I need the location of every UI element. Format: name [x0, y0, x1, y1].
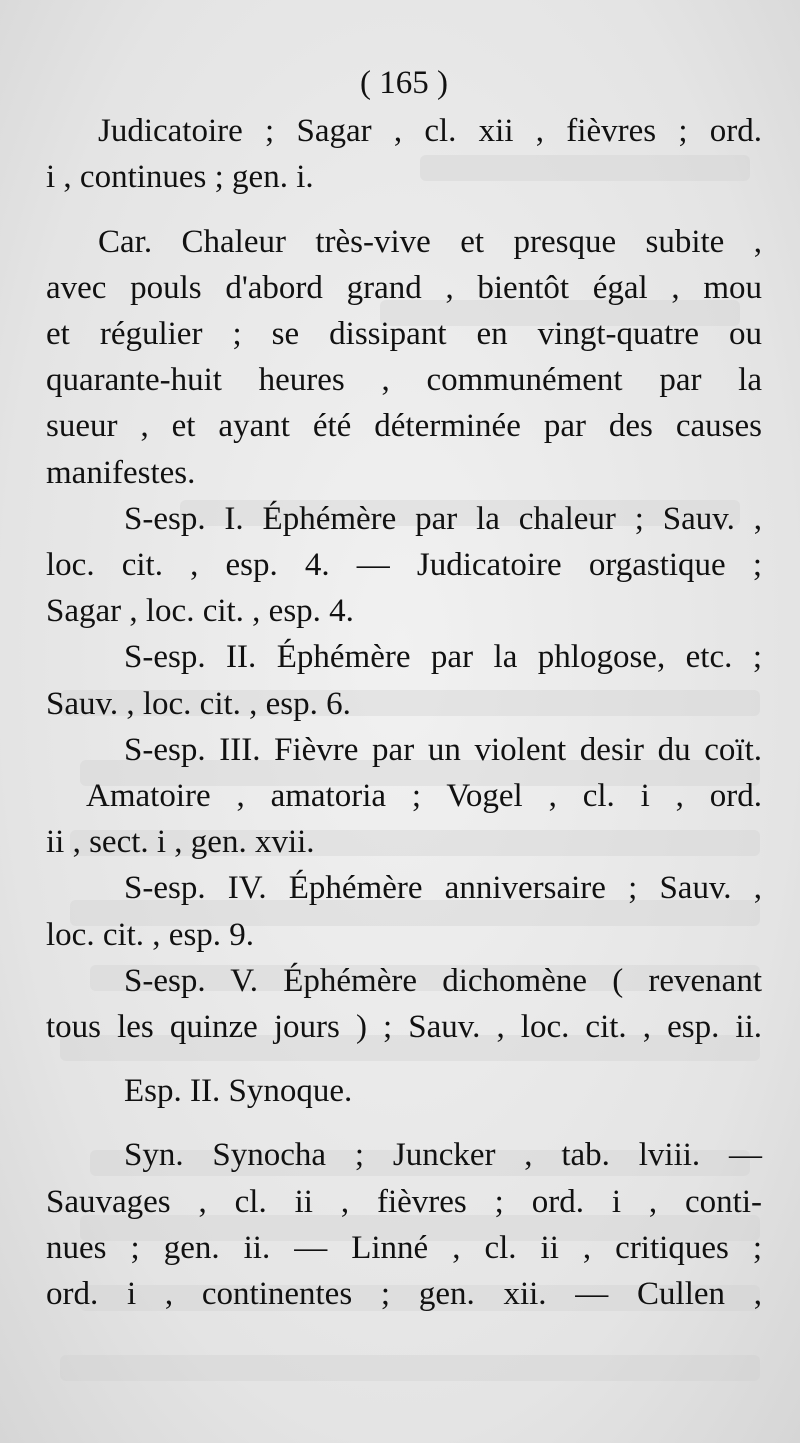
page-text	[46, 60, 762, 1317]
text-line: i , continues ; gen. i.	[46, 159, 314, 196]
text-line: Car. Chaleur très-vive et presque subite ,	[98, 223, 762, 260]
text-line: Judicatoire ; Sagar , cl. xii , fièvres ; ord.	[98, 113, 762, 150]
text-line: Sauv. , loc. cit. , esp. 6.	[46, 685, 351, 722]
text-line: S-esp. I. Éphémère par la chaleur ; Sauv. ,	[124, 500, 762, 537]
text-line: ord. i , continentes ; gen. xii. — Cullen ,	[46, 1276, 762, 1313]
text-line: quarante-huit heures , communément par la	[46, 362, 762, 399]
text-line: avec pouls d'abord grand , bientôt égal , mou	[46, 269, 762, 306]
text-line: tous les quinze jours ) ; Sauv. , loc. cit. , esp. ii.	[46, 1009, 762, 1046]
text-line: loc. cit. , esp. 4. — Judicatoire orgastique ;	[46, 547, 762, 584]
text-line: Amatoire , amatoria ; Vogel , cl. i , ord.	[86, 778, 762, 815]
page-number: ( 165 )	[360, 65, 448, 101]
text-line: et régulier ; se dissipant en vingt-quatre ou	[46, 316, 762, 353]
text-line: S-esp. V. Éphémère dichomène ( revenant	[124, 962, 762, 999]
text-line: nues ; gen. ii. — Linné , cl. ii , critiques ;	[46, 1229, 762, 1266]
text-line: S-esp. III. Fièvre par un violent desir du coït.	[124, 731, 762, 768]
text-line: S-esp. II. Éphémère par la phlogose, etc. ;	[124, 639, 762, 676]
text-line: S-esp. IV. Éphémère anniversaire ; Sauv. ,	[124, 870, 762, 907]
text-line: manifestes.	[46, 454, 196, 491]
text-line: Sauvages , cl. ii , fièvres ; ord. i , conti-	[46, 1183, 762, 1220]
text-line: ii , sect. i , gen. xvii.	[46, 824, 315, 861]
text-line: sueur , et ayant été déterminée par des causes	[46, 408, 762, 445]
text-line: Syn. Synocha ; Juncker , tab. lviii. —	[124, 1137, 762, 1174]
text-line: loc. cit. , esp. 9.	[46, 916, 255, 953]
text-line: Sagar , loc. cit. , esp. 4.	[46, 593, 354, 630]
section-heading: Esp. II. Synoque.	[124, 1073, 353, 1110]
